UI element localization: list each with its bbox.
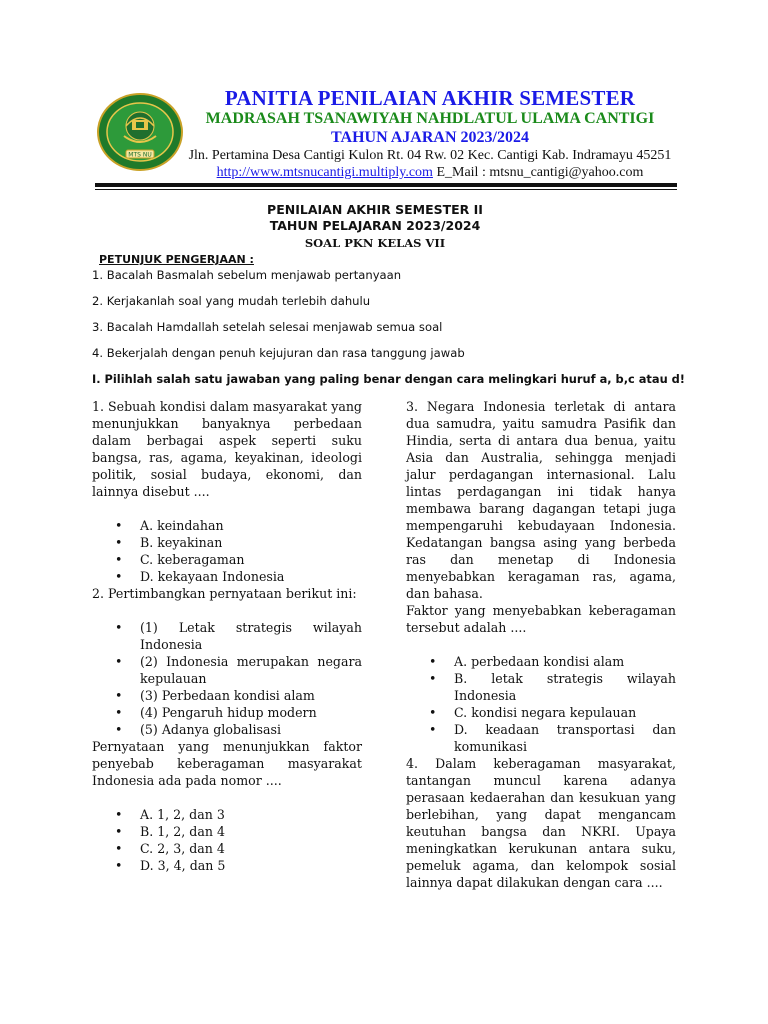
instruction-item: 1. Bacalah Basmalah sebelum menjawab pertanyaan: [92, 268, 402, 282]
answer-options: [92, 517, 362, 585]
email-text: E_Mail : mtsnu_cantigi@yahoo.com: [436, 165, 644, 180]
instruction-item: 3. Bacalah Hamdallah setelah selesai menjawab semua soal: [92, 320, 443, 334]
statement-item: • (2) Indonesia merupakan negara kepulauan: [140, 653, 362, 687]
question-prompt: Faktor yang menyebabkan keberagaman tersebut adalah ....: [406, 603, 676, 635]
header-divider-thin: [95, 189, 677, 190]
answer-options: [406, 653, 676, 755]
answer-option[interactable]: • C. 2, 3, dan 4: [140, 840, 362, 857]
answer-option[interactable]: • D. kekayaan Indonesia: [140, 568, 362, 585]
statement-list: [92, 619, 362, 738]
question-3: [406, 398, 676, 755]
school-logo: [96, 92, 184, 172]
answer-option[interactable]: • B. letak strategis wilayah Indonesia: [454, 670, 676, 704]
exam-title: PENILAIAN AKHIR SEMESTER II: [267, 202, 483, 217]
question-stem: 4. Dalam keberagaman masyarakat, tantangan muncul karena adanya perasaan kedaerahan dan kesukuan yang berlebihan, yang dapat mengancam keutuhan bangsa dan NKRI. Upaya meningkatkan kerukunan antara suku, pemeluk agama, dan kelompok sosial lainnya dapat dilakukan dengan cara ....: [406, 756, 676, 890]
answer-option[interactable]: • B. keyakinan: [140, 534, 362, 551]
statement-item: • (3) Perbedaan kondisi alam: [140, 687, 362, 704]
exam-year: TAHUN PELAJARAN 2023/2024: [269, 218, 481, 233]
question-1: [92, 398, 362, 585]
right-column: [406, 398, 676, 891]
school-name: MADRASAH TSANAWIYAH NAHDLATUL ULAMA CANTIGI: [205, 110, 655, 127]
answer-option[interactable]: • D. keadaan transportasi dan komunikasi: [454, 721, 676, 755]
instruction-item: 4. Bekerjalah dengan penuh kejujuran dan rasa tanggung jawab: [92, 346, 465, 360]
exam-subject: SOAL PKN KELAS VII: [304, 236, 446, 250]
question-stem: 1. Sebuah kondisi dalam masyarakat yang menunjukkan banyaknya perbedaan dalam berbagai aspek seperti suku bangsa, ras, agama, keyakinan, ideologi politik, sosial budaya, ekonomi, dan lainnya disebut ....: [92, 399, 362, 499]
header-title: PANITIA PENILAIAN AKHIR SEMESTER: [224, 86, 636, 110]
statement-item: • (5) Adanya globalisasi: [140, 721, 362, 738]
answer-option[interactable]: • B. 1, 2, dan 4: [140, 823, 362, 840]
question-4: [406, 755, 676, 891]
logo-label: MTS NU: [128, 151, 152, 159]
statement-item: • (4) Pengaruh hidup modern: [140, 704, 362, 721]
header-divider-thick: [95, 183, 677, 187]
website-link[interactable]: http://www.mtsnucantigi.multiply.com: [216, 165, 433, 180]
instruction-item: 2. Kerjakanlah soal yang mudah terlebih dahulu: [92, 294, 371, 308]
question-prompt: Pernyataan yang menunjukkan faktor penyebab keberagaman masyarakat Indonesia ada pada nomor ....: [92, 739, 362, 788]
question-stem: 2. Pertimbangkan pernyataan berikut ini:: [92, 586, 357, 601]
academic-year: TAHUN AJARAN 2023/2024: [331, 129, 529, 146]
answer-option[interactable]: • D. 3, 4, dan 5: [140, 857, 362, 874]
section-heading: I. Pilihlah salah satu jawaban yang paling benar dengan cara melingkari huruf a, b,c atau d!: [92, 372, 685, 386]
answer-option[interactable]: • A. 1, 2, dan 3: [140, 806, 362, 823]
answer-option[interactable]: • C. keberagaman: [140, 551, 362, 568]
statement-item: • (1) Letak strategis wilayah Indonesia: [140, 619, 362, 653]
answer-option[interactable]: • A. keindahan: [140, 517, 362, 534]
answer-option[interactable]: • C. kondisi negara kepulauan: [454, 704, 676, 721]
answer-options: [92, 806, 362, 874]
answer-option[interactable]: • A. perbedaan kondisi alam: [454, 653, 676, 670]
left-column: [92, 398, 362, 874]
school-address: Jln. Pertamina Desa Cantigi Kulon Rt. 04 Rw. 02 Kec. Cantigi Kab. Indramayu 45251: [188, 148, 672, 163]
question-2: [92, 585, 362, 874]
question-stem: 3. Negara Indonesia terletak di antara dua samudra, yaitu samudra Pasifik dan Hindia, serta di antara dua benua, yaitu Asia dan Australia, sehingga menjadi jalur perdagangan internasional. Lalu lintas perdagangan ini tidak hanya membawa barang dagangan tetapi juga mempengaruhi kebudayaan Indonesia. Kedatangan bangsa asing yang berbeda ras dan menetap di Indonesia menyebabkan keragaman ras, agama, dan bahasa.: [406, 399, 676, 601]
instructions-heading: PETUNJUK PENGERJAAN :: [99, 253, 254, 266]
contact-line: [180, 165, 680, 181]
